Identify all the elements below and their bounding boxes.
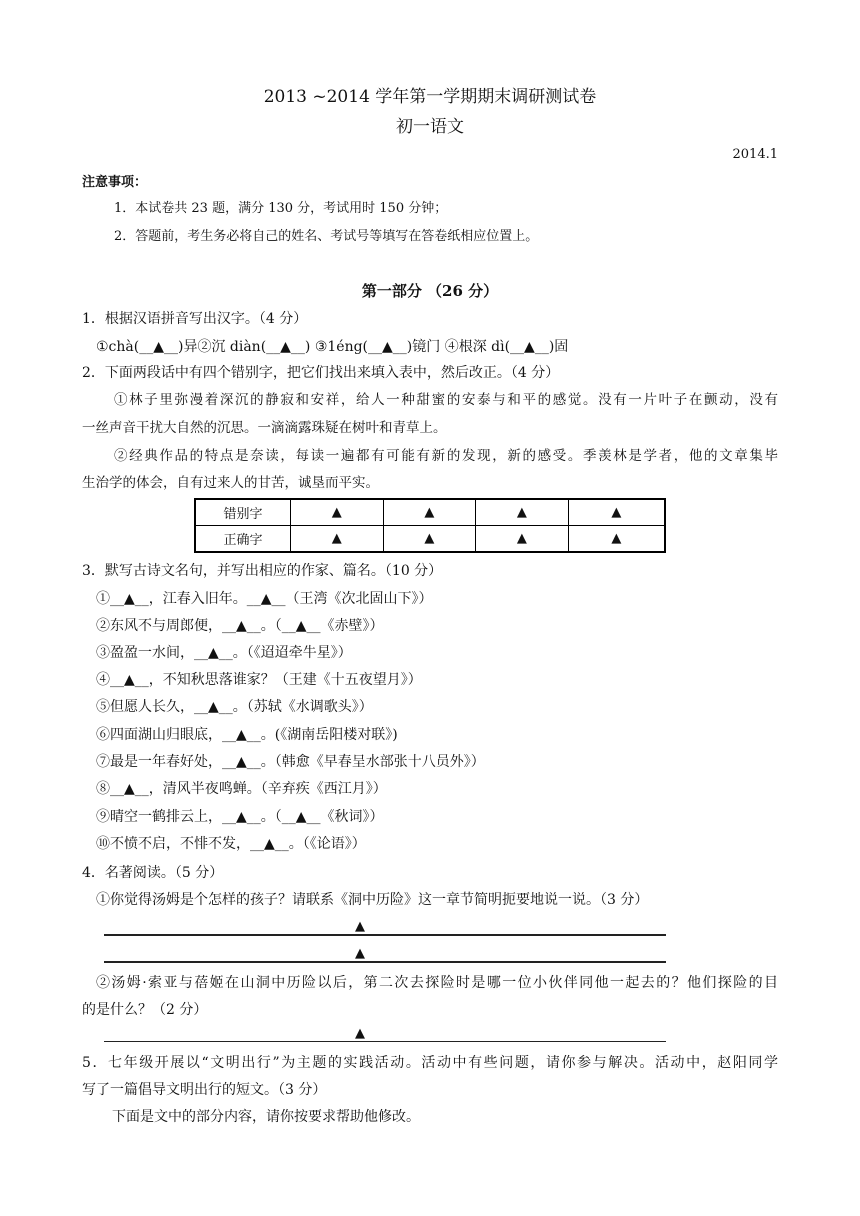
q3-item-10: ⑩不愤不启，不悱不发，__▲__。（《论语》） [96, 836, 366, 852]
q3-item-2: ②东风不与周郎便，__▲__。（__▲__《赤壁》） [96, 618, 384, 634]
answer-mark: ▲ [355, 919, 365, 934]
answer-cell[interactable]: ▲ [476, 499, 569, 526]
answer-cell[interactable]: ▲ [291, 499, 384, 526]
answer-mark: ▲ [355, 1026, 365, 1041]
answer-cell[interactable]: ▲ [476, 526, 569, 553]
answer-line[interactable] [104, 961, 666, 963]
q3-item-1: ①__▲__，江春入旧年。__▲__（王湾《次北固山下》） [96, 591, 433, 607]
q4-sub-question-2b: 的是什么？（2 分） [82, 1002, 208, 1018]
table-row-label: 错别字 [195, 499, 291, 526]
q3-item-7: ⑦最是一年春好处，__▲__。（韩愈《早春呈水部张十八员外》） [96, 754, 485, 770]
q4-sub-question-2a: ②汤姆·索亚与蓓姬在山洞中历险以后，第二次去探险时是哪一位小伙伴同他一起去的？他们探险的目 [96, 975, 778, 991]
q5-intro: 下面是文中的部分内容，请你按要求帮助他修改。 [112, 1109, 420, 1125]
answer-cell[interactable]: ▲ [291, 526, 384, 553]
table-row [195, 526, 665, 553]
answer-mark: ▲ [355, 946, 365, 961]
q3-stem: 3．默写古诗文名句，并写出相应的作家、篇名。（10 分） [82, 563, 443, 579]
exam-title: 2013 ~2014 学年第一学期期末调研测试卷 [263, 87, 597, 107]
answer-cell[interactable]: ▲ [568, 499, 665, 526]
q5-stem-a: 5．七年级开展以“文明出行”为主题的实践活动。活动中有些问题，请你参与解决。活动中，赵阳同学 [82, 1055, 778, 1071]
error-character-table [194, 498, 666, 553]
q4-sub-question-1: ①你觉得汤姆是个怎样的孩子？请联系《洞中历险》这一章节简明扼要地说一说。（3 分） [96, 892, 649, 908]
q1-pinyin-line: ①chà(__▲__)异②沉 diàn(__▲__) ③1éng(__▲__)镜门 ④根深 dì(__▲__)固 [96, 339, 569, 355]
table-row [195, 499, 665, 526]
answer-cell[interactable]: ▲ [383, 499, 476, 526]
exam-date: 2014.1 [732, 147, 778, 162]
q3-item-9: ⑨晴空一鹤排云上，__▲__。（__▲__《秋词》） [96, 809, 384, 825]
q3-item-6: ⑥四面湖山归眼底，__▲__。(《湖南岳阳楼对联》) [96, 727, 398, 743]
answer-line[interactable] [104, 1041, 666, 1042]
q2-paragraph-1b: 一丝声音干扰大自然的沉思。一滴滴露珠疑在树叶和青草上。 [82, 420, 447, 436]
exam-subject: 初一语文 [396, 117, 464, 137]
notes-heading: 注意事项： [82, 175, 148, 190]
part-1-title: 第一部分 （26 分） [361, 282, 499, 300]
q3-item-3: ③盈盈一水间，__▲__。（《迢迢牵牛星》） [96, 645, 352, 661]
q2-paragraph-2a: ②经典作品的特点是奈读，每读一遍都有可能有新的发现，新的感受。季羡林是学者，他的文章集毕 [114, 448, 778, 464]
q3-item-8: ⑧__▲__，清风半夜鸣蝉。（辛弃疾《西江月》） [96, 781, 387, 797]
q2-stem: 2．下面两段话中有四个错别字，把它们找出来填入表中，然后改正。（4 分） [82, 365, 560, 381]
q4-stem: 4．名著阅读。（5 分） [82, 865, 224, 881]
table-row-label: 正确字 [195, 526, 291, 553]
q1-stem: 1．根据汉语拼音写出汉字。（4 分） [82, 311, 308, 327]
notes-item-1: 1．本试卷共 23 题，满分 130 分，考试用时 150 分钟； [114, 201, 448, 216]
q2-paragraph-1a: ①林子里弥漫着深沉的静寂和安祥，给人一种甜蜜的安泰与和平的感觉。没有一片叶子在颤动，没有 [114, 392, 778, 408]
q5-stem-b: 写了一篇倡导文明出行的短文。（3 分） [82, 1082, 327, 1098]
answer-cell[interactable]: ▲ [383, 526, 476, 553]
q3-item-5: ⑤但愿人长久，__▲__。（苏轼《水调歌头》） [96, 699, 373, 715]
q3-item-4: ④__▲__，不知秋思落谁家？（王建《十五夜望月》） [96, 672, 422, 688]
answer-line[interactable] [104, 934, 666, 936]
notes-item-2: 2．答题前，考生务必将自己的姓名、考试号等填写在答卷纸相应位置上。 [114, 229, 539, 244]
q2-paragraph-2b: 生治学的体会，自有过来人的甘苦，诚垦而平实。 [82, 475, 379, 491]
answer-cell[interactable]: ▲ [568, 526, 665, 553]
